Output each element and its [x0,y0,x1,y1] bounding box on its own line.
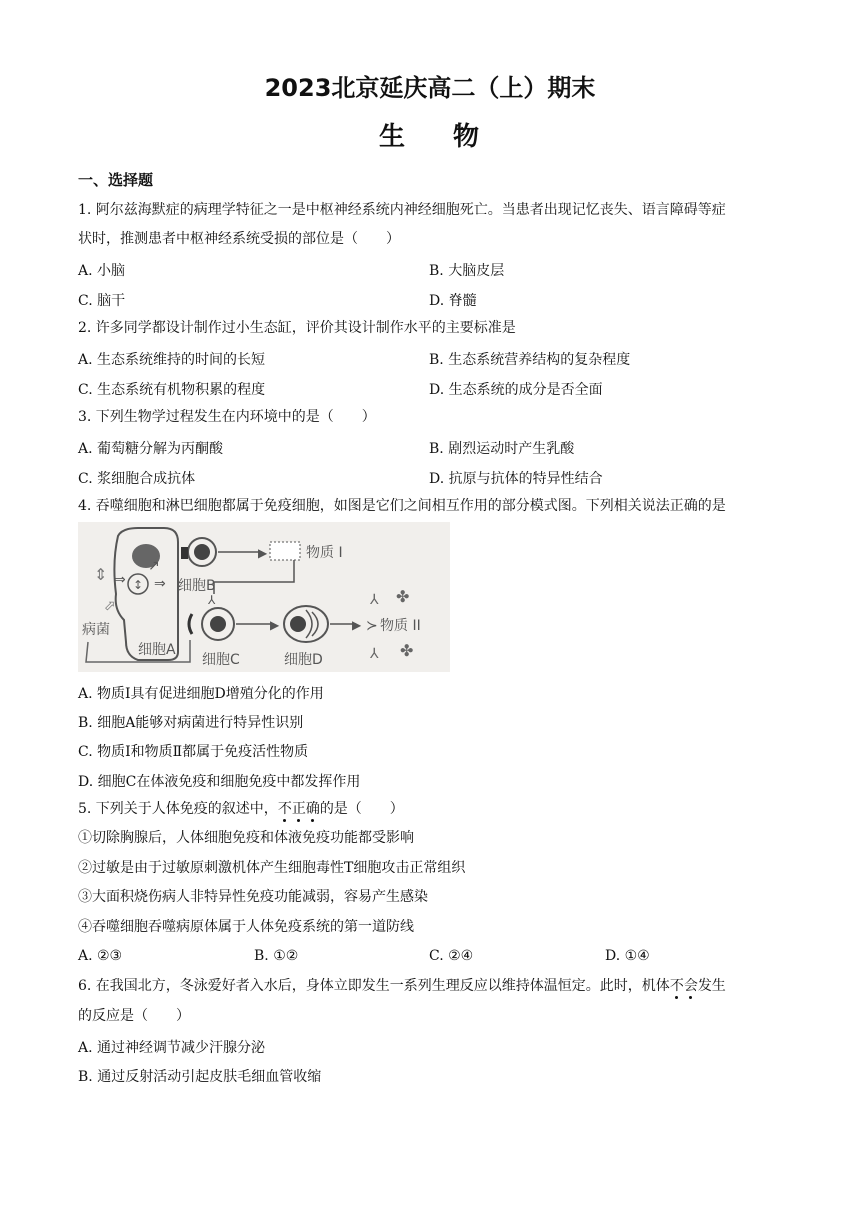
subject-title: 生 物 [378,122,482,152]
q5-option-a: A. ②③ [78,948,123,964]
svg-text:⇒: ⇒ [114,572,126,588]
q1-option-b: B. 大脑皮层 [429,263,505,279]
svg-text:✤: ✤ [396,587,410,606]
q5-statement-1: ①切除胸腺后，人体细胞免疫和体液免疫功能都受影响 [78,830,414,846]
q5-statement-4: ④吞噬细胞吞噬病原体属于人体免疫系统的第一道防线 [78,919,414,935]
svg-text:↕: ↕ [133,578,144,592]
q5-option-b: B. ①② [254,948,299,964]
label-cell-a: 细胞A [138,642,176,658]
q2-option-a: A. 生态系统维持的时间的长短 [78,352,266,368]
label-substance-2: 物质 II [380,618,421,634]
substance-1-box [270,542,300,560]
q3-option-c: C. 浆细胞合成抗体 [78,471,196,487]
svg-text:✤: ✤ [400,641,414,660]
q5-statement-3: ③大面积烧伤病人非特异性免疫功能减弱，容易产生感染 [78,889,428,905]
q3-stem: 3. 下列生物学过程发生在内环境中的是（ ） [78,409,376,425]
label-cell-b: 细胞B [178,578,216,594]
q1-option-d: D. 脊髓 [429,293,477,309]
q3-option-d: D. 抗原与抗体的特异性结合 [429,471,603,487]
svg-text:▶: ▶ [270,618,280,632]
q1-stem-line1: 1. 阿尔兹海默症的病理学特征之一是中枢神经系统内神经细胞死亡。当患者出现记忆丧失、语言障碍等症 [78,202,726,218]
svg-text:⅄: ⅄ [208,593,216,607]
label-cell-c: 细胞C [202,652,240,668]
q4-option-b: B. 细胞A能够对病菌进行特异性识别 [78,715,304,731]
q5-option-c: C. ②④ [429,948,474,964]
document-title: 2023北京延庆高二（上）期末 [264,74,596,102]
svg-text:▶: ▶ [352,618,362,632]
q5-stem: 5. 下列关于人体免疫的叙述中，不正确的是（ ） [78,801,404,817]
q6-option-a: A. 通过神经调节减少汗腺分泌 [78,1040,266,1056]
immune-cell-diagram [78,522,450,672]
svg-text:⅄: ⅄ [370,646,379,662]
q2-stem: 2. 许多同学都设计制作过小生态缸，评价其设计制作水平的主要标准是 [78,320,516,336]
q1-stem-line2: 状时，推测患者中枢神经系统受损的部位是（ ） [78,231,400,247]
svg-text:▶: ▶ [258,546,268,560]
arrow-icon: ⬀ [104,598,116,614]
label-substance-1: 物质 I [306,545,343,561]
section-heading: 一、选择题 [78,171,154,189]
svg-text:⇒: ⇒ [154,576,166,592]
q4-option-a: A. 物质Ⅰ具有促进细胞D增殖分化的作用 [78,686,324,702]
double-arrow-icon: ⇕ [94,565,108,584]
q5-option-d: D. ①④ [605,948,650,964]
q5-statement-2: ②过敏是由于过敏原刺激机体产生细胞毒性T细胞攻击正常组织 [78,860,466,876]
q2-option-c: C. 生态系统有机物积累的程度 [78,382,266,398]
q2-option-b: B. 生态系统营养结构的复杂程度 [429,352,631,368]
q2-option-d: D. 生态系统的成分是否全面 [429,382,603,398]
q6-option-b: B. 通过反射活动引起皮肤毛细血管收缩 [78,1069,322,1085]
q3-option-a: A. 葡萄糖分解为丙酮酸 [78,441,224,457]
antibody-icon: ⅄ [370,592,379,608]
q1-option-a: A. 小脑 [78,263,126,279]
q6-stem-line1: 6. 在我国北方，冬泳爱好者入水后，身体立即发生一系列生理反应以维持体温恒定。此时，机体不会发生 [78,978,726,994]
q4-stem: 4. 吞噬细胞和淋巴细胞都属于免疫细胞，如图是它们之间相互作用的部分模式图。下列相关说法正确的是 [78,498,726,514]
svg-text:≻: ≻ [366,618,378,634]
q6-stem-line2: 的反应是（ ） [78,1008,190,1024]
label-bacteria: 病菌 [82,622,110,638]
label-cell-d: 细胞D [284,652,323,668]
q4-option-c: C. 物质Ⅰ和物质Ⅱ都属于免疫活性物质 [78,744,309,760]
svg-text:↗: ↗ [148,558,160,574]
q3-option-b: B. 剧烈运动时产生乳酸 [429,441,575,457]
q4-option-d: D. 细胞C在体液免疫和细胞免疫中都发挥作用 [78,774,361,790]
q1-option-c: C. 脑干 [78,293,126,309]
